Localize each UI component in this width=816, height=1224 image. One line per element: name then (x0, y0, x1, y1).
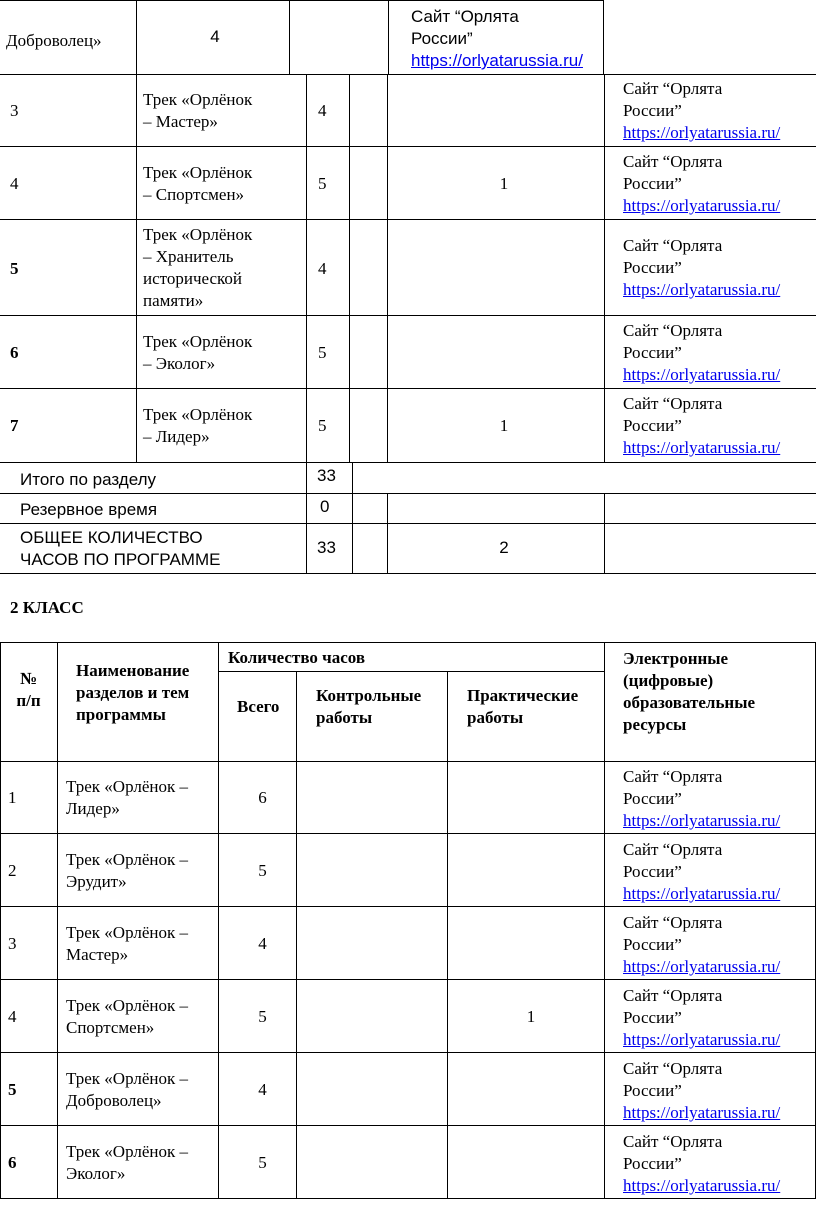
resource-label: Сайт “Орлята (623, 767, 723, 786)
resource-link[interactable]: https://orlyatarussia.ru/ (623, 1176, 781, 1195)
track-name: Трек «Орлёнок (143, 225, 253, 244)
track-name: Трек «Орлёнок (143, 163, 253, 182)
resource-label: России” (623, 416, 682, 435)
total-hours: 5 (258, 861, 267, 880)
header-resources: образовательные (623, 693, 756, 712)
resource-link[interactable]: https://orlyatarussia.ru/ (623, 438, 781, 457)
resource-cell (623, 393, 780, 459)
total-hours: 6 (258, 788, 267, 807)
track-name: Трек «Орлёнок (143, 405, 253, 424)
row-number: 6 (8, 1153, 17, 1172)
resource-link[interactable]: https://orlyatarussia.ru/ (411, 51, 583, 70)
header-name: разделов и тем (76, 683, 190, 702)
track-name: Мастер» (66, 945, 129, 964)
header-name: программы (76, 705, 166, 724)
grand-total-label: ОБЩЕЕ КОЛИЧЕСТВО (20, 528, 203, 547)
track-name: Трек «Орлёнок – (66, 923, 188, 942)
resource-link[interactable]: https://orlyatarussia.ru/ (623, 196, 781, 215)
header-number: п/п (16, 691, 41, 710)
track-name: Лидер» (66, 799, 120, 818)
resource-label: Сайт “Орлята (623, 152, 723, 171)
total-hours: 4 (318, 259, 327, 278)
track-name: Трек «Орлёнок – (66, 996, 188, 1015)
resource-label: Сайт “Орлята (623, 394, 723, 413)
resource-cell (623, 1131, 780, 1197)
reserve-time-hours: 0 (320, 497, 330, 516)
header-resources: (цифровые) (623, 671, 714, 690)
row-number: 3 (10, 101, 19, 120)
row-number: 4 (10, 174, 19, 193)
resource-cell (623, 985, 780, 1051)
resource-label: России” (623, 258, 682, 277)
row-number: 4 (8, 1007, 17, 1026)
resource-link[interactable]: https://orlyatarussia.ru/ (623, 957, 781, 976)
resource-cell (623, 1058, 780, 1124)
resource-link[interactable]: https://orlyatarussia.ru/ (623, 811, 781, 830)
header-number: № (19, 669, 38, 688)
header-practical-works: Практические (467, 686, 579, 705)
total-hours: 5 (318, 343, 327, 362)
header-resources: Электронные (623, 649, 729, 668)
resource-label: Сайт “Орлята (411, 7, 519, 26)
resource-label: России” (623, 862, 682, 881)
resource-label: России” (623, 1008, 682, 1027)
resource-cell (623, 320, 780, 386)
track-name: Доброволец» (66, 1091, 162, 1110)
resource-label: Сайт “Орлята (623, 321, 723, 340)
row-number: 2 (8, 861, 17, 880)
resource-cell (411, 6, 583, 72)
header-name: Наименование (76, 661, 190, 680)
track-name: – Эколог» (143, 354, 216, 373)
section-heading: 2 КЛАСС (10, 598, 84, 617)
resource-link[interactable]: https://orlyatarussia.ru/ (623, 280, 781, 299)
practical-hours: 1 (499, 174, 509, 193)
total-hours: 5 (318, 174, 327, 193)
resource-label: России” (623, 1154, 682, 1173)
row-number: 5 (10, 259, 19, 278)
track-name: Эколог» (66, 1164, 126, 1183)
row-number: 6 (10, 343, 19, 362)
total-hours: 5 (258, 1153, 267, 1172)
section-total-label: Итого по разделу (20, 470, 157, 489)
track-name: исторической (143, 269, 243, 288)
track-name: – Хранитель (143, 247, 234, 266)
total-hours: 4 (258, 1080, 267, 1099)
resource-label: России” (623, 935, 682, 954)
row-number: 1 (8, 788, 17, 807)
resource-label: Сайт “Орлята (623, 79, 723, 98)
header-practical-works: работы (467, 708, 524, 727)
total-hours: 4 (210, 27, 220, 46)
resource-link[interactable]: https://orlyatarussia.ru/ (623, 1030, 781, 1049)
practical-hours: 1 (526, 1007, 536, 1026)
resource-label: России” (623, 174, 682, 193)
row-number: 5 (8, 1080, 17, 1099)
resource-label: России” (623, 789, 682, 808)
resource-cell (623, 151, 780, 217)
total-hours: 5 (258, 1007, 267, 1026)
header-resources: ресурсы (623, 715, 687, 734)
grand-total-hours: 33 (317, 538, 336, 557)
reserve-time-label: Резервное время (20, 500, 158, 519)
track-name: Трек «Орлёнок (143, 332, 253, 351)
track-name: памяти» (143, 291, 204, 310)
resource-label: Сайт “Орлята (623, 840, 723, 859)
resource-link[interactable]: https://orlyatarussia.ru/ (623, 123, 781, 142)
resource-label: России” (411, 29, 473, 48)
resource-label: Сайт “Орлята (623, 236, 723, 255)
track-name: Доброволец» (6, 31, 102, 50)
resource-label: России” (623, 343, 682, 362)
section-total-hours: 33 (317, 466, 336, 485)
track-name: Трек «Орлёнок – (66, 1069, 188, 1088)
resource-label: России” (623, 1081, 682, 1100)
header-total: Всего (237, 697, 280, 716)
grand-total-practical: 2 (499, 538, 509, 557)
resource-cell (623, 839, 780, 905)
track-name: – Спортсмен» (143, 185, 245, 204)
track-name: – Мастер» (143, 112, 218, 131)
resource-link[interactable]: https://orlyatarussia.ru/ (623, 884, 781, 903)
total-hours: 5 (318, 416, 327, 435)
row-number: 7 (10, 416, 19, 435)
track-name: Эрудит» (66, 872, 127, 891)
resource-link[interactable]: https://orlyatarussia.ru/ (623, 365, 781, 384)
row-number: 3 (8, 934, 17, 953)
resource-label: Сайт “Орлята (623, 1132, 723, 1151)
practical-hours: 1 (499, 416, 509, 435)
grand-total-label: ЧАСОВ ПО ПРОГРАММЕ (20, 550, 221, 569)
header-control-works: Контрольные (316, 686, 422, 705)
track-name: Трек «Орлёнок – (66, 777, 188, 796)
header-hours-group: Количество часов (228, 648, 366, 667)
resource-cell (623, 78, 780, 144)
resource-label: Сайт “Орлята (623, 1059, 723, 1078)
resource-label: России” (623, 101, 682, 120)
track-name: – Лидер» (143, 427, 210, 446)
resource-cell (623, 235, 780, 301)
track-name: Спортсмен» (66, 1018, 155, 1037)
total-hours: 4 (318, 101, 327, 120)
header-control-works: работы (316, 708, 373, 727)
resource-link[interactable]: https://orlyatarussia.ru/ (623, 1103, 781, 1122)
track-name: Трек «Орлёнок (143, 90, 253, 109)
resource-label: Сайт “Орлята (623, 913, 723, 932)
total-hours: 4 (258, 934, 267, 953)
track-name: Трек «Орлёнок – (66, 1142, 188, 1161)
resource-cell (623, 912, 780, 978)
track-name: Трек «Орлёнок – (66, 850, 188, 869)
resource-cell (623, 766, 780, 832)
resource-label: Сайт “Орлята (623, 986, 723, 1005)
